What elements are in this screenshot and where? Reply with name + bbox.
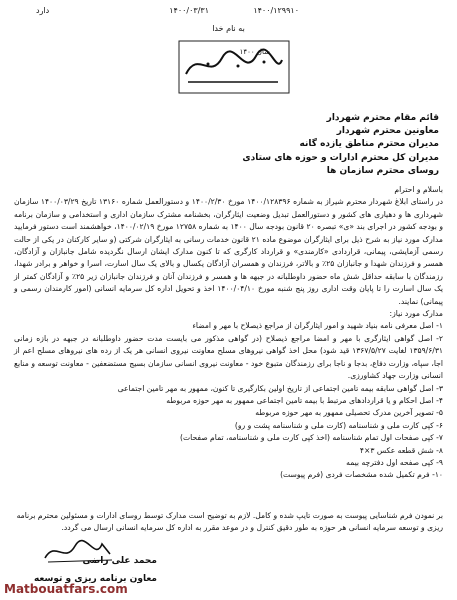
letter-number: ۱۴۰۰/۱۲۹۹۱۰	[253, 6, 299, 15]
list-item: ۶- کپی کارت ملی و شناسنامه (کارت ملی و شناسنامه پشت و رو)	[234, 420, 443, 430]
addressee-line: مدیران کل محترم ادارات و حوزه های ستادی	[242, 152, 439, 163]
list-item: ۱- اصل معرفی نامه بنیاد شهید و امور ایثارگران از مراجع ذیصلاح با مهر و امضاء	[192, 321, 443, 331]
signer-title: معاون برنامه ریزی و توسعه	[33, 574, 157, 584]
addressee-line: مدیران محترم مناطق یازده گانه	[299, 139, 439, 150]
letter-body	[14, 184, 443, 482]
list-item: ۴- اصل احکام و یا قراردادهای مرتبط با بیمه تامین اجتماعی ممهور به مهر حوزه مربوطه	[166, 395, 443, 405]
requirements-title: مدارک مورد نیاز:	[389, 309, 443, 319]
main-paragraph: در راستای ابلاغ شهردار محترم شیراز به شماره ۱۴۰۰/۱۲۸۳۹۶ مورخ ۱۴۰۰/۲/۳۰ و دستورالعمل شماره ۱۳۱۶۰ تاریخ ۱۴۰۰/۰۳/۲۹ سازمان شهرداری ها و دهیاری های کشور و دستورالعمل تبدیل وضعیت ایثارگران، بخشنامه مشترک سازمان اداری و استخدامی و سازمان برنامه و بودجه کشور در اجرای بند «ی» تبصره ۲۰ قانون بودجه سال ۱۴۰۰ به شماره ۱۲۷۵۸ مورخ ۱۴۰۰/۰۲/۱۹، خواهشمند است دستور فرمایید مدارک مورد نیاز به شرح ذیل برای ایثارگران موضوع ماده ۲۱ قانون خدمات رسانی به ایثارگران شرکتی (و سایر کارکنان در یکی از حالت رسمی آزمایشی، پیمانی، قراردادی «کارمندی» و قرارداد کارگری که تا کنون مدارک ایشان ارسال نگردیده شامل جانبازان و آزادگان، همسر و فرزندان شهدا و جانبازان ۲۵٪ و بالاتر، فرزندان و همسران آزادگان یکسال و بالای یک سال اسارت، اسرا و خواهر و برادر شهدا، رزمندگان با سابقه حداقل شش ماه حضور داوطلبانه در جبهه ها و همسر و فرزندان آنان و فرزندان جانبازان زیر ۲۵٪ و آزادگان کمتر از یک سال اسارت را تا پایان وقت اداری روز پنج شنبه مورخ ۱۴۰۰/۰۴/۱۰ اخذ و تحویل اداره کل سرمایه انسانی (امور کارمندان رسمی و پیمانی) نمایند.	[14, 197, 443, 306]
list-item: ۸- شش قطعه عکس ۳×۴	[359, 445, 443, 455]
list-item: ۷- کپی صفحات اول تمام شناسنامه (اخذ کپی کارت ملی و شناسنامه، تمام صفحات)	[180, 433, 443, 443]
requirements-list	[14, 320, 443, 481]
list-item: ۱۰- فرم تکمیل شده مشخصات فردی (فرم پیوست)	[280, 470, 443, 480]
slogan-calligraphy	[178, 40, 290, 94]
letter-date: ۱۴۰۰/۰۳/۳۱	[169, 6, 209, 15]
list-item: ۳- اصل گواهی سابقه بیمه تامین اجتماعی از تاریخ اولین بکارگیری تا کنون، ممهور به مهر تامین اجتماعی	[117, 383, 443, 393]
bismillah: به نام خدا	[212, 24, 245, 33]
signer-name: محمد علی راضی	[82, 556, 157, 566]
footer-note: بر نمودن فرم شناسایی پیوست به صورت تایپ شده و کامل. لازم به توضیح است مدارک توسط روسای ادارات و مسئولین محترم برنامه ریزی و توسعه سرمایه انسانی هر حوزه به طور دقیق کنترل و در موعد مقرر به اداره کل سرمایه انسانی ارسال می گردد.	[16, 511, 443, 533]
addressee-line: قائم مقام محترم شهردار	[326, 113, 439, 123]
addressee-list	[19, 112, 439, 178]
list-item: ۵- تصویر آخرین مدرک تحصیلی ممهور به مهر حوزه مربوطه	[255, 408, 443, 418]
list-item: ۲- اصل گواهی ایثارگری با مهر و امضا مراجع ذیصلاح (در گواهی مذکور می بایست مدت حضور داوطلبانه در جبهه در بازه زمانی ۱۳۵۹/۶/۳۱ لغایت ۱۳۶۷/۵/۲۷ قید شود) محل اخذ گواهی نیروهای مسلح معاونت نیروی انسانی هر یک از رده های نیروهای مسلح اعم از اجا، سپاه، وزارت دفاع، بدجا و ناجا برای رزمندگان متبوع خود - معاونت نیروی انسانی سازمان بسیج مستضعفین - معاونت توسعه و منابع انسانی وزارت جهاد کشاورزی.	[14, 333, 443, 381]
list-item: ۹- کپی صفحه اول دفترچه بیمه	[346, 457, 443, 467]
greeting: باسلام و احترام	[394, 185, 443, 194]
addressee-line: معاونین محترم شهردار	[336, 126, 439, 137]
slogan-year: سال ۱۴۰۰	[239, 48, 270, 56]
year-slogan-banner	[178, 40, 290, 94]
addressee-line: روسای محترم سازمان ها	[326, 165, 439, 176]
attachment-status: دارد	[36, 6, 50, 15]
letter-header	[8, 6, 449, 20]
watermark: Matbouatfars.com	[4, 582, 128, 596]
